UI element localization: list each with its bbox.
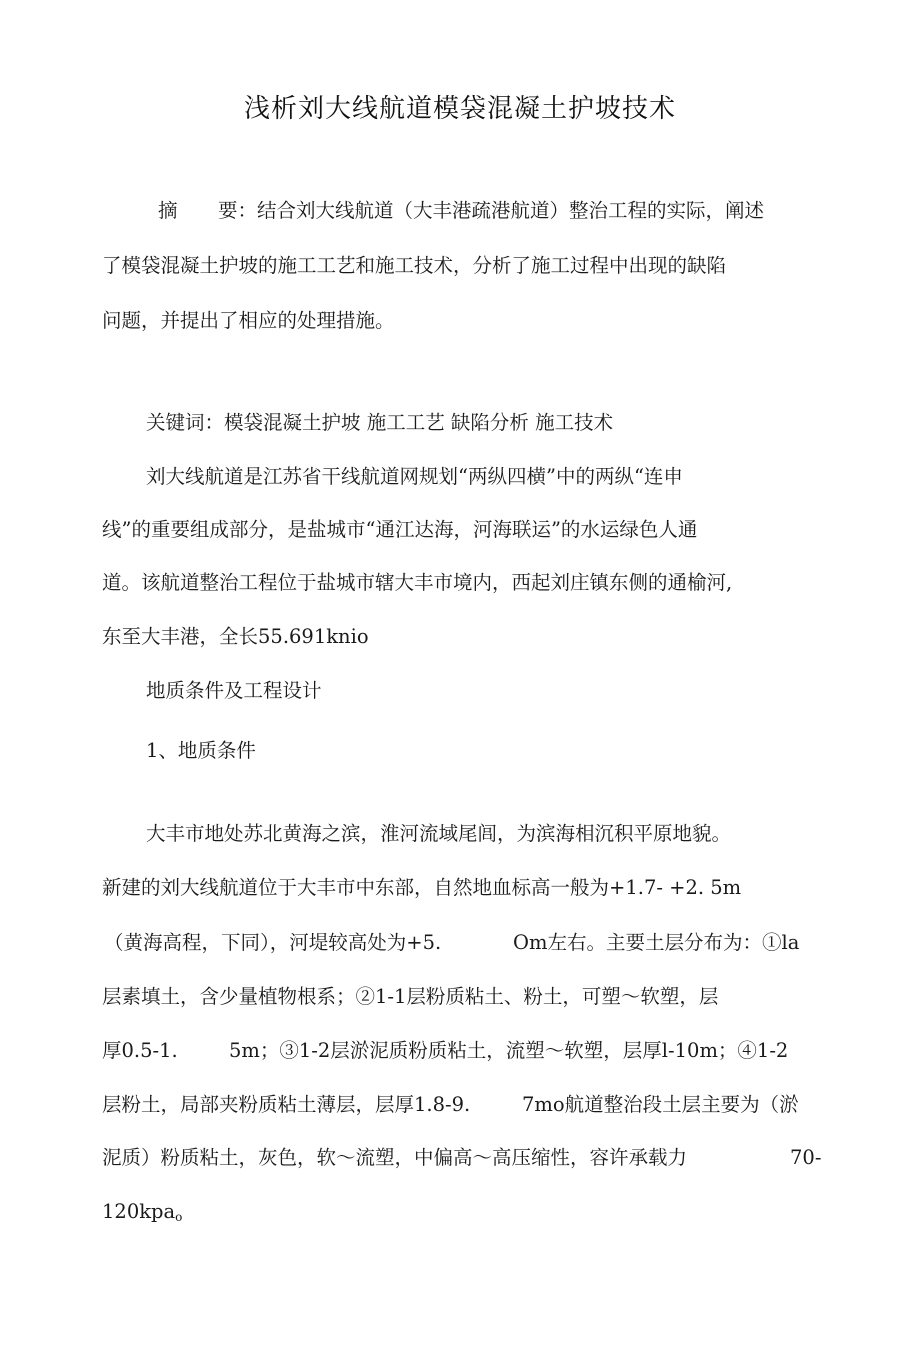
- intro-line-1: 刘大线航道是江苏省干线航道网规划“两纵四横”中的两纵“连申: [146, 465, 683, 488]
- abstract-line-3: 问题，并提出了相应的处理措施。: [102, 309, 395, 332]
- abstract-line-2: 了模袋混凝土护坡的施工工艺和施工技术，分析了施工过程中出现的缺陷: [102, 254, 727, 277]
- geology-line-3-part-b: Om左右。主要土层分布为：①la: [513, 931, 800, 954]
- document-title: 浅析刘大线航道模袋混凝土护坡技术: [243, 94, 676, 124]
- geology-line-6-part-a: 层粉土，局部夹粉质粘土薄层，层厚1.8-9.: [102, 1093, 471, 1116]
- geology-line-8-subscript: o: [175, 1210, 183, 1224]
- geology-line-7-part-a: 泥质）粉质粘土，灰色，软～流塑，中偏高～高压缩性，容许承载力: [102, 1146, 688, 1169]
- geology-line-1: 大丰市地处苏北黄海之滨，淮河流域尾闾，为滨海相沉积平原地貌。: [146, 822, 732, 845]
- geology-line-8-value: 120kpa: [102, 1200, 176, 1223]
- geology-line-2: 新建的刘大线航道位于大丰市中东部，自然地血标高一般为+1.7- +2. 5m: [102, 876, 742, 899]
- geology-line-4: 层素填土，含少量植物根系；②1-1层粉质粘土、粉土，可塑～软塑，层: [102, 985, 719, 1008]
- geology-line-7-part-b: 70-: [790, 1146, 822, 1169]
- intro-line-2: 线”的重要组成部分，是盐城市“通江达海，河海联运”的水运绿色人通: [102, 518, 698, 541]
- geology-line-3-part-a: （黄海高程，下同），河堤较高处为+5.: [104, 931, 442, 954]
- subsection-heading: 1、地质条件: [146, 739, 256, 762]
- geology-line-6-part-b: 7mo航道整治段土层主要为（淤: [522, 1093, 799, 1116]
- intro-line-4: 东至大丰港，全长55.691knio: [102, 625, 369, 648]
- section-heading: 地质条件及工程设计: [146, 679, 322, 702]
- geology-line-5-part-a: 厚0.5-1.: [102, 1039, 178, 1062]
- geology-line-8: [102, 1199, 182, 1230]
- geology-line-5-part-b: 5m；③1-2层淤泥质粉质粘土，流塑～软塑，层厚l-10m；④1-2: [229, 1039, 789, 1062]
- keywords: 关键词：模袋混凝土护坡 施工工艺 缺陷分析 施工技术: [146, 411, 614, 434]
- abstract-label: 摘: [158, 199, 178, 222]
- abstract-line-1: 要：结合刘大线航道（大丰港疏港航道）整治工程的实际，阐述: [218, 199, 765, 222]
- intro-line-3: 道。该航道整治工程位于盐城市辖大丰市境内，西起刘庄镇东侧的通榆河,: [102, 571, 733, 594]
